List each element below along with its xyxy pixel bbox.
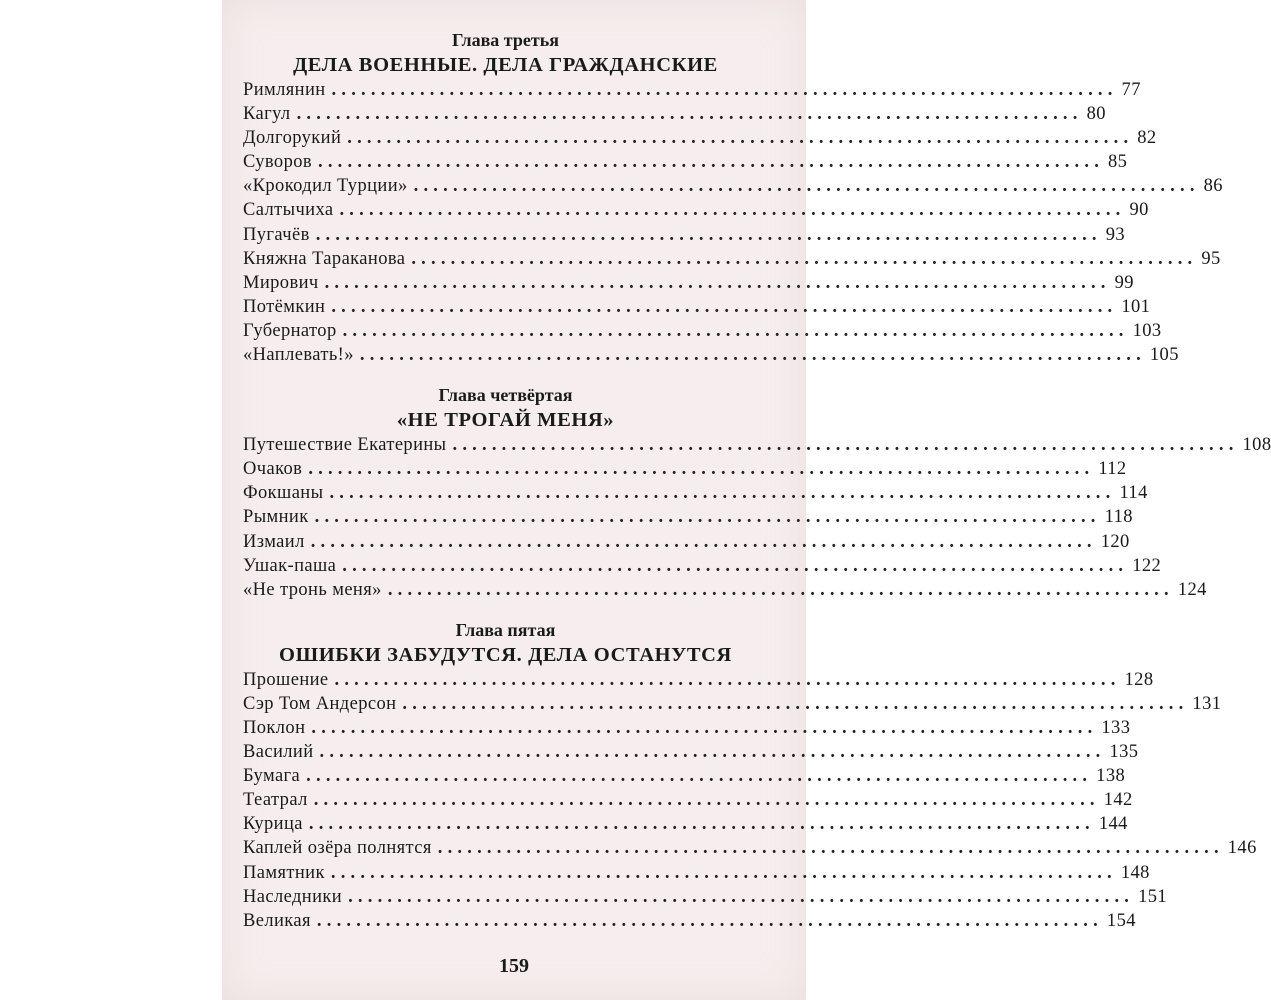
entry-title: Курица [243,814,303,835]
entry-page: 120 [1100,531,1130,552]
entry-page: 128 [1124,669,1154,690]
entry-page: 138 [1096,766,1126,787]
toc-entry [243,78,1141,102]
toc-entry [243,223,1126,247]
chapter-five [243,618,1257,933]
entry-page: 103 [1132,320,1162,341]
dot-leader: ................................................................................ [316,910,1103,931]
entry-title: Прошение [243,669,329,690]
toc-entry [243,174,1223,198]
entry-title: Фокшаны [243,483,324,504]
toc-entry [243,788,1133,812]
toc-entry [243,481,1148,505]
entry-title: Сэр Том Андерсон [243,693,397,714]
entry-page: 142 [1103,790,1133,811]
dot-leader: ................................................................................ [437,838,1224,859]
toc-entry [243,885,1168,909]
entry-page: 131 [1192,693,1222,714]
entry-title: Мирович [243,272,319,293]
dot-leader: ................................................................................ [324,272,1111,293]
table-of-contents [243,28,1271,933]
dot-leader: ................................................................................ [319,742,1106,763]
entry-title: «Крокодил Турции» [243,176,408,197]
toc-entry [243,457,1127,481]
entry-title: Долгорукий [243,128,342,149]
entry-title: Великая [243,910,311,931]
entry-page: 99 [1114,272,1134,293]
entry-page: 77 [1121,80,1141,100]
entry-title: Кагул [243,104,291,125]
entry-page: 122 [1132,555,1162,576]
entry-title: Путешествие Екатерины [243,435,447,456]
entry-title: Ушак-паша [243,555,337,576]
dot-leader: ................................................................................ [348,886,1135,907]
toc-entry [243,554,1162,578]
dot-leader: ................................................................................ [310,531,1097,552]
entry-title: Очаков [243,459,303,480]
entry-page: 95 [1201,248,1221,269]
toc-entry [243,909,1136,933]
toc-entry [243,247,1221,271]
entry-page: 108 [1242,435,1271,456]
dot-leader: ................................................................................ [342,555,1129,576]
entry-page: 148 [1120,862,1150,883]
chapter-label: Глава пятая [455,619,556,640]
dot-leader: ................................................................................ [411,248,1198,269]
entry-page: 151 [1138,886,1168,907]
entry-page: 114 [1119,483,1148,504]
entry-page: 105 [1149,345,1179,366]
toc-entry [243,505,1133,529]
dot-leader: ................................................................................ [308,814,1095,835]
toc-entry [243,578,1207,602]
dot-leader: ................................................................................ [342,320,1129,341]
entry-title: «Не тронь меня» [243,579,382,600]
entry-page: 86 [1203,176,1223,197]
entry-title: Княжна Тараканова [243,248,406,269]
entry-page: 101 [1121,296,1151,317]
dot-leader: ................................................................................ [339,200,1126,221]
dot-leader: ................................................................................ [311,717,1098,738]
entry-title: Каплей озёра полнятся [243,838,432,859]
dot-leader: ................................................................................ [318,152,1105,173]
dot-leader: ................................................................................ [452,435,1239,456]
chapter-label: Глава третья [452,30,559,50]
dot-leader: ................................................................................ [347,128,1134,149]
entry-title: Памятник [243,862,325,883]
entry-page: 154 [1106,910,1136,931]
toc-entry [243,295,1151,319]
toc-entry [243,319,1162,343]
toc-entry [243,764,1126,788]
dot-leader: ................................................................................ [308,459,1095,480]
dot-leader: ................................................................................ [331,80,1118,100]
entry-page: 146 [1227,838,1257,859]
toc-entry [243,343,1179,367]
entry-page: 82 [1137,128,1157,149]
entry-title: Пугачёв [243,224,310,245]
entry-page: 90 [1129,200,1149,221]
entry-title: Бумага [243,766,301,787]
entry-page: 85 [1108,152,1128,173]
dot-leader: ................................................................................ [387,579,1174,600]
entry-page: 135 [1109,742,1139,763]
toc-entry [243,740,1139,764]
chapter-spacer [243,602,768,618]
entry-title: Театрал [243,790,308,811]
entry-title: Рымник [243,507,309,528]
chapter-label: Глава четвёртая [438,385,573,406]
dot-leader: ................................................................................ [313,790,1100,811]
dot-leader: ................................................................................ [314,507,1101,528]
toc-entry [243,271,1134,295]
dot-leader: ................................................................................ [331,296,1118,317]
dot-leader: ................................................................................ [413,176,1200,197]
dot-leader: ................................................................................ [315,224,1102,245]
toc-entry [243,668,1154,692]
entry-page: 124 [1177,579,1207,600]
entry-page: 133 [1101,717,1131,738]
entry-page: 80 [1086,104,1106,125]
chapter-four [243,383,1271,602]
chapter-title: «НЕ ТРОГАЙ МЕНЯ» [396,409,615,432]
toc-entry [243,102,1106,126]
dot-leader: ................................................................................ [359,345,1146,366]
entry-page: 144 [1098,814,1128,835]
entry-title: Василий [243,742,314,763]
entry-title: Потёмкин [243,296,326,317]
dot-leader: ................................................................................ [296,104,1083,125]
entry-title: Губернатор [243,320,337,341]
toc-entry [243,530,1130,554]
toc-entry [243,126,1157,150]
entry-title: Суворов [243,152,313,173]
toc-entry [243,198,1149,222]
dot-leader: ................................................................................ [306,766,1093,787]
dot-leader: ................................................................................ [334,669,1121,690]
toc-entry [243,433,1271,457]
chapter-title: ОШИБКИ ЗАБУДУТСЯ. ДЕЛА ОСТАНУТСЯ [279,643,732,666]
chapter-three [243,28,1223,367]
toc-entry [243,861,1150,885]
entry-title: Измаил [243,531,305,552]
dot-leader: ................................................................................ [329,483,1116,504]
toc-entry [243,812,1128,836]
entry-title: Римлянин [243,80,326,100]
toc-entry [243,836,1257,860]
entry-page: 93 [1105,224,1126,245]
page-number: 159 [499,955,529,977]
chapter-title: ДЕЛА ВОЕННЫЕ. ДЕЛА ГРАЖДАНСКИЕ [293,54,718,76]
entry-title: Наследники [243,886,343,907]
entry-title: Салтычиха [243,200,334,221]
chapter-spacer [243,367,768,383]
toc-entry [243,692,1222,716]
dot-leader: ................................................................................ [330,862,1117,883]
entry-page: 112 [1098,459,1127,480]
dot-leader: ................................................................................ [402,693,1189,714]
toc-entry [243,150,1128,174]
toc-entry [243,716,1131,740]
entry-page: 118 [1104,507,1133,528]
entry-title: «Наплевать!» [243,345,354,366]
entry-title: Поклон [243,717,306,738]
